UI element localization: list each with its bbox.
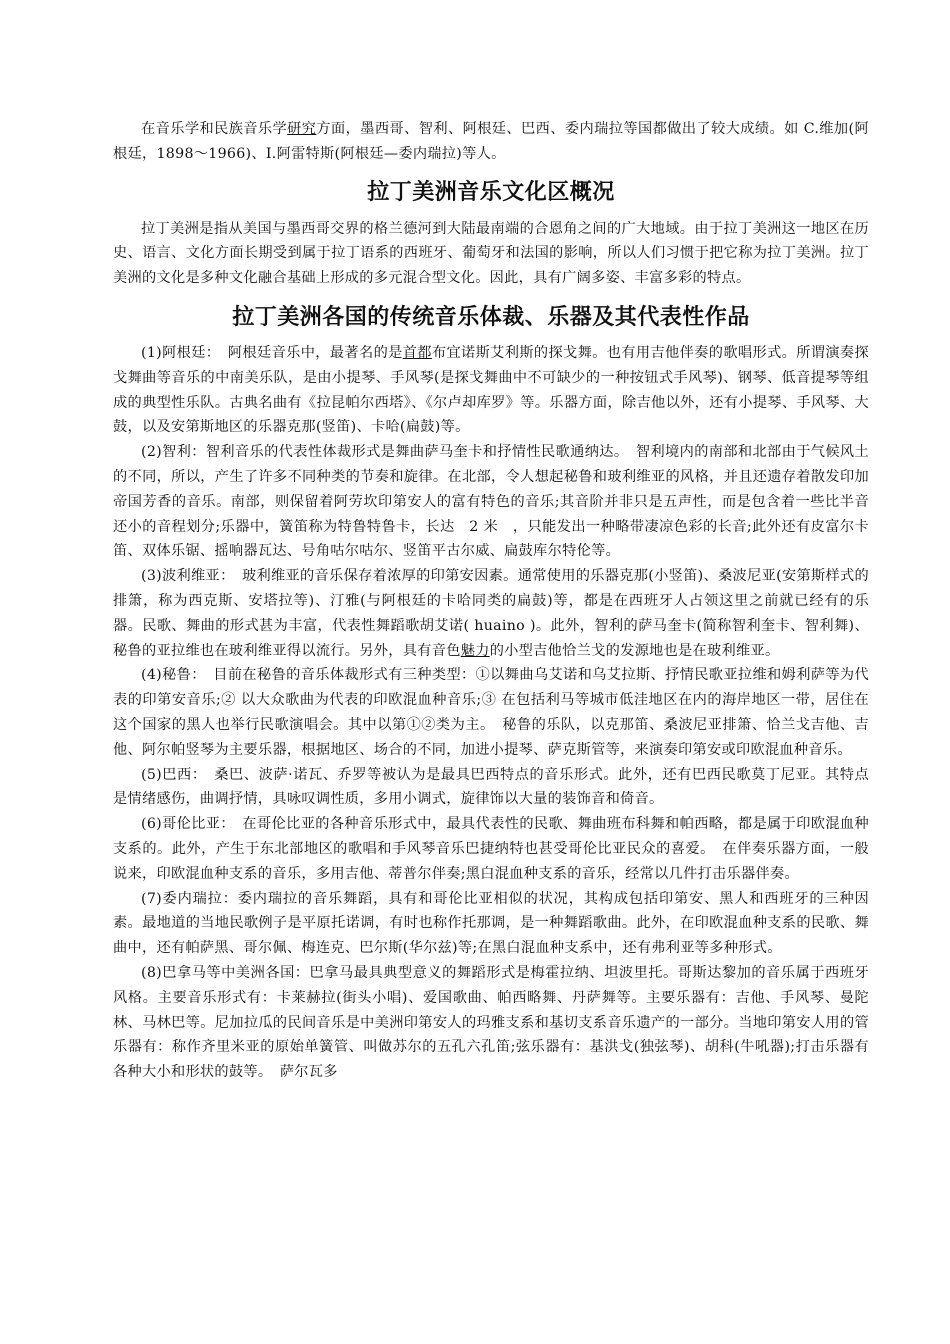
capital-link[interactable]: 首都 (402, 344, 432, 361)
intro-paragraph (113, 117, 869, 167)
intro-text-start: 在音乐学和民族音乐学 (141, 121, 288, 137)
document-page (113, 117, 869, 1085)
section-heading-traditional-music: 拉丁美洲各国的传统音乐体裁、乐器及其代表性作品 (232, 304, 750, 330)
argentina-text-end: 布宜诺斯艾利斯的探戈舞。也有用吉他伴奏的歌唱形式。所谓演奏探戈舞曲等音乐的中南美乐队，是由小提琴、手风琴(是探戈舞曲中不可缺少的一种按钮式手风琴)、钢琴、低音提琴等组成的典型性乐队。古典名曲有《拉昆帕尔西塔》、《尔卢却库罗》等。乐器方面，除吉他以外，还有小提琴、手风琴、大鼓，以及安第斯地区的乐器克那(竖笛)、卡哈(扁鼓)等。 (113, 344, 869, 436)
brazil-paragraph: (5)巴西： 桑巴、波萨·诺瓦、乔罗等被认为是最具巴西特点的音乐形式。此外，还有巴西民歌莫丁尼亚。其特点是情绪感伤，曲调抒情，具咏叹调性质，多用小调式，旋律饰以大量的装饰音和倚音。 (113, 766, 869, 808)
argentina-text-start: (1)阿根廷： 阿根廷音乐中，最著名的是 (141, 344, 403, 361)
section-heading-overview: 拉丁美洲音乐文化区概况 (367, 179, 615, 205)
central-america-paragraph: (8)巴拿马等中美洲各国：巴拿马最具典型意义的舞蹈形式是梅霍拉纳、坦波里托。哥斯达黎加的音乐属于西班牙风格。主要音乐形式有：卡莱赫拉(街头小唱)、爱国歌曲、帕西略舞、丹萨舞等。主要乐器有：吉他、手风琴、曼陀林、马林巴等。尼加拉瓜的民间音乐是中美洲印第安人的玛雅支系和基切支系音乐遗产的一部分。当地印第安人用的管乐器有：称作齐里米亚的原始单簧管、叫做苏尔的五孔六孔笛;弦乐器有：基洪戈(独弦琴)、胡科(牛吼器);打击乐器有各种大小和形状的鼓等。 萨尔瓦多 (113, 964, 869, 1081)
intro-text-end: 方面，墨西哥、智利、阿根廷、巴西、委内瑞拉等国都做出了较大成绩。如 C.维加(阿根廷，1898～1966)、I.阿雷特斯(阿根廷—委内瑞拉)等人。 (113, 121, 869, 162)
bolivia-text-start: (3)波利维亚： 玻利维亚的音乐保存着浓厚的印第安因素。通常使用的乐器克那(小竖笛)、桑波尼亚(安第斯样式的排箫，称为西克斯、安塔拉等)、汀雅(与阿根廷的卡哈同类的扁鼓)等，都是在西班牙人占领这里之前就已经有的乐器。民歌、舞曲的形式甚为丰富，代表性舞蹈歌胡艾诺( huaino )。此外，智利的萨马奎卡(简称智利奎卡、智利舞)、秘鲁的亚拉维也在玻利维亚得以流行。另外，具有音色 (113, 568, 869, 659)
peru-paragraph: (4)秘鲁： 目前在秘鲁的音乐体裁形式有三种类型：①以舞曲乌艾诺和乌艾拉斯、抒情民歌亚拉维和姆利萨等为代表的印第安音乐;② 以大众歌曲为代表的印欧混血种音乐;③ 在包括利马等城市低洼地区在内的海岸地区一带，居住在这个国家的黑人也举行民歌演唱会。其中以第①②类为主。 秘鲁的乐队，以克那笛、桑波尼亚排箫、恰兰戈吉他、吉他、阿尔帕竖琴为主要乐器，根据地区、场合的不同，加进小提琴、萨克斯管等，来演奏印第安或印欧混血种音乐。 (113, 667, 869, 758)
argentina-paragraph (113, 341, 869, 440)
colombia-paragraph: (6)哥伦比亚： 在哥伦比亚的各种音乐形式中，最具代表性的民歌、舞曲班布科舞和帕西略，都是属于印欧混血种支系的。此外，产生于东北部地区的歌唱和手风琴音乐巴捷纳特也甚受哥伦比亚民众的喜爱。 在伴奏乐器方面，一般说来，印欧混血种支系的音乐，多用吉他、蒂普尔伴奏;黑白混血种支系的音乐，经常以几件打击乐器伴奏。 (113, 816, 869, 882)
bolivia-paragraph (113, 564, 869, 663)
venezuela-paragraph: (7)委内瑞拉：委内瑞拉的音乐舞蹈，具有和哥伦比亚相似的状况，其构成包括印第安、黑人和西班牙的三种因素。最地道的当地民歌例子是平原托诺调，有时也称作托那调，是一种舞蹈歌曲。此外，在印欧混血种支系的民歌、舞曲中，还有帕萨黑、哥尔佩、梅连克、巴尔斯(华尔兹)等;在黑白混血种支系中，还有弗利亚等多种形式。 (113, 890, 869, 957)
bolivia-text-end: 的小型吉他恰兰戈的发源地也是在玻利维亚。 (489, 642, 780, 659)
overview-paragraph: 拉丁美洲是指从美国与墨西哥交界的格兰德河到大陆最南端的合恩角之间的广大地域。由于拉丁美洲这一地区在历史、语言、文化方面长期受到属于拉丁语系的西班牙、葡萄牙和法国的影响，所以人们习惯于把它称为拉丁美洲。拉丁美洲的文化是多种文化融合基础上形成的多元混合型文化。因此，具有广阔多姿、丰富多彩的特点。 (113, 220, 869, 287)
chile-paragraph: (2)智利：智利音乐的代表性体裁形式是舞曲萨马奎卡和抒情性民歌通纳达。 智利境内的南部和北部由于气候风土的不同，所以，产生了许多不同种类的节奏和旋律。在北部，令人想起秘鲁和玻利维亚的风格，并且还遗存着散发印加帝国芳香的音乐。南部，则保留着阿劳坎印第安人的富有特色的音乐;其音阶并非只是五声性，而是包含着一些比半音还小的音程划分;乐器中，簧笛称为特鲁特鲁卡，长达 2 米 ，只能发出一种略带凄凉色彩的长音;此外还有皮富尔卡笛、双体乐锯、摇响器瓦达、号角咕尔咕尔、竖笛平古尔威、扁鼓库尔特伦等。 (113, 444, 869, 560)
charm-link[interactable]: 魅力 (460, 642, 490, 659)
research-link[interactable]: 研究 (287, 121, 317, 137)
